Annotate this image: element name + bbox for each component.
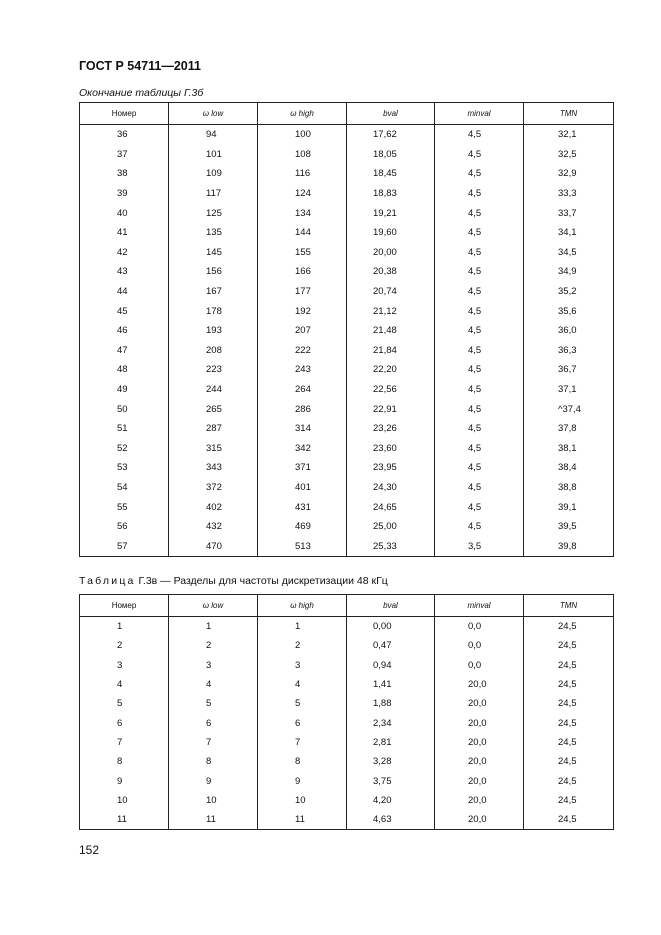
table-cell: 33,7 xyxy=(524,203,614,223)
table-cell: 39 xyxy=(80,184,169,204)
table-cell: 34,5 xyxy=(524,243,614,263)
table-cell: 34,1 xyxy=(524,223,614,243)
table-header-row xyxy=(80,103,614,125)
table-cell: 4 xyxy=(258,675,347,694)
table-cell: 35,2 xyxy=(524,282,614,302)
table-cell: 4,5 xyxy=(435,341,524,361)
table-cell: 22,20 xyxy=(347,360,435,380)
table-row xyxy=(80,617,614,637)
table-cell: 3 xyxy=(258,656,347,675)
table-cell: 314 xyxy=(258,419,347,439)
table-cell: 7 xyxy=(169,733,258,752)
table-cell: 52 xyxy=(80,439,169,459)
table-cell: 402 xyxy=(169,497,258,517)
table-cell: 11 xyxy=(169,810,258,830)
table-cell: 6 xyxy=(80,713,169,732)
table-cell: 4,5 xyxy=(435,203,524,223)
table-cell: 1 xyxy=(80,617,169,637)
table-cell: 4,5 xyxy=(435,184,524,204)
table-cell: 20,0 xyxy=(435,791,524,810)
table-cell: 5 xyxy=(80,694,169,713)
table-cell: 22,91 xyxy=(347,399,435,419)
page-number: 152 xyxy=(79,843,100,857)
table-cell: 244 xyxy=(169,380,258,400)
table-cell: 11 xyxy=(80,810,169,830)
table-cell: 4,5 xyxy=(435,301,524,321)
table-cell: 513 xyxy=(258,536,347,556)
table-row xyxy=(80,497,614,517)
table-cell: 3 xyxy=(80,656,169,675)
table-cell: 10 xyxy=(169,791,258,810)
table-cell: 3,28 xyxy=(347,752,435,771)
table-row xyxy=(80,262,614,282)
table-row xyxy=(80,223,614,243)
table-cell: 21,12 xyxy=(347,301,435,321)
column-header-omega-low: ω low xyxy=(169,103,258,125)
column-header-tmn: TMN xyxy=(524,103,614,125)
table-cell: 32,9 xyxy=(524,164,614,184)
table-caption xyxy=(79,575,388,587)
table-row xyxy=(80,694,614,713)
table-cell: 24,5 xyxy=(524,771,614,790)
table-cell: 32,1 xyxy=(524,125,614,145)
table-cell: 2,34 xyxy=(347,713,435,732)
table-row xyxy=(80,419,614,439)
table-cell: 2 xyxy=(258,636,347,655)
table-cell: 6 xyxy=(258,713,347,732)
table-cell: 4,5 xyxy=(435,360,524,380)
table-continuation-caption: Окончание таблицы Г.3б xyxy=(79,87,204,99)
table-row xyxy=(80,536,614,556)
table-cell: 469 xyxy=(258,517,347,537)
table-cell: 20,0 xyxy=(435,810,524,830)
table-cell: 20,0 xyxy=(435,733,524,752)
table-cell: 21,48 xyxy=(347,321,435,341)
table-cell: 4,63 xyxy=(347,810,435,830)
table-cell: 24,65 xyxy=(347,497,435,517)
table-cell: 192 xyxy=(258,301,347,321)
table-cell: 5 xyxy=(258,694,347,713)
table-cell: 4 xyxy=(169,675,258,694)
table-cell: 36,0 xyxy=(524,321,614,341)
table-cell: 24,5 xyxy=(524,675,614,694)
table-cell: 57 xyxy=(80,536,169,556)
table-cell: 6 xyxy=(169,713,258,732)
table-cell: 25,00 xyxy=(347,517,435,537)
table-row xyxy=(80,380,614,400)
column-header-minval: minval xyxy=(435,103,524,125)
table-cell: 117 xyxy=(169,184,258,204)
column-header-omega-high: ω high xyxy=(258,595,347,617)
table-cell: 144 xyxy=(258,223,347,243)
table-row xyxy=(80,810,614,830)
table-cell: 135 xyxy=(169,223,258,243)
table-cell: 4,5 xyxy=(435,478,524,498)
table-cell: 431 xyxy=(258,497,347,517)
table-cell: 315 xyxy=(169,439,258,459)
table-cell: 0,0 xyxy=(435,617,524,637)
table-header-row xyxy=(80,595,614,617)
table-cell: 167 xyxy=(169,282,258,302)
table-cell: 4,5 xyxy=(435,282,524,302)
table-cell: 0,94 xyxy=(347,656,435,675)
table-cell: 8 xyxy=(258,752,347,771)
table-row xyxy=(80,125,614,145)
table-cell: 3,75 xyxy=(347,771,435,790)
table-cell: 33,3 xyxy=(524,184,614,204)
table-row xyxy=(80,713,614,732)
table-cell: 35,6 xyxy=(524,301,614,321)
table-cell: 21,84 xyxy=(347,341,435,361)
table-cell: 24,5 xyxy=(524,694,614,713)
table-row xyxy=(80,243,614,263)
table-cell: 4,5 xyxy=(435,497,524,517)
table-cell: 24,5 xyxy=(524,733,614,752)
table-cell: 4,5 xyxy=(435,517,524,537)
table-row xyxy=(80,399,614,419)
table-cell: 9 xyxy=(258,771,347,790)
table-cell: 265 xyxy=(169,399,258,419)
table-cell: 2 xyxy=(80,636,169,655)
table-cell: 10 xyxy=(80,791,169,810)
table-cell: 24,5 xyxy=(524,810,614,830)
table-cell: 24,5 xyxy=(524,752,614,771)
table-cell: 4,5 xyxy=(435,439,524,459)
table-cell: 156 xyxy=(169,262,258,282)
table-cell: 20,74 xyxy=(347,282,435,302)
table-cell: 4,5 xyxy=(435,125,524,145)
table-cell: 48 xyxy=(80,360,169,380)
table-cell: 24,30 xyxy=(347,478,435,498)
table-cell: 42 xyxy=(80,243,169,263)
table-cell: 4,5 xyxy=(435,262,524,282)
table-cell: 287 xyxy=(169,419,258,439)
table-cell: 4,5 xyxy=(435,399,524,419)
table-cell: 39,5 xyxy=(524,517,614,537)
table-cell: 36,7 xyxy=(524,360,614,380)
table-row xyxy=(80,321,614,341)
table-cell: 38,1 xyxy=(524,439,614,459)
table-row xyxy=(80,203,614,223)
table-cell: 207 xyxy=(258,321,347,341)
table-cell: 40 xyxy=(80,203,169,223)
table-cell: 1,41 xyxy=(347,675,435,694)
table-cell: 44 xyxy=(80,282,169,302)
table-row xyxy=(80,675,614,694)
table-cell: 38,8 xyxy=(524,478,614,498)
table-cell: 372 xyxy=(169,478,258,498)
table-cell: 166 xyxy=(258,262,347,282)
column-header-bval: bval xyxy=(347,595,435,617)
table-cell: 50 xyxy=(80,399,169,419)
table-row xyxy=(80,341,614,361)
table-cell: 155 xyxy=(258,243,347,263)
table-cell: 10 xyxy=(258,791,347,810)
table-cell: 3,5 xyxy=(435,536,524,556)
table-row xyxy=(80,791,614,810)
table-cell: 53 xyxy=(80,458,169,478)
table-cell: 243 xyxy=(258,360,347,380)
table-cell: 470 xyxy=(169,536,258,556)
table-cell: 38 xyxy=(80,164,169,184)
table-body xyxy=(80,125,614,557)
table-row xyxy=(80,145,614,165)
table-cell: 2 xyxy=(169,636,258,655)
table-cell: 109 xyxy=(169,164,258,184)
table-cell: 177 xyxy=(258,282,347,302)
table-cell: 20,0 xyxy=(435,752,524,771)
table-cell: 17,62 xyxy=(347,125,435,145)
table-cell: 116 xyxy=(258,164,347,184)
table-cell: 8 xyxy=(169,752,258,771)
table-row xyxy=(80,458,614,478)
table-row xyxy=(80,439,614,459)
table-cell: 18,05 xyxy=(347,145,435,165)
table-cell: 39,8 xyxy=(524,536,614,556)
table-cell: 37,8 xyxy=(524,419,614,439)
table-row xyxy=(80,164,614,184)
table-row xyxy=(80,517,614,537)
table-cell: 20,0 xyxy=(435,771,524,790)
table-cell: 0,0 xyxy=(435,656,524,675)
table-cell: 49 xyxy=(80,380,169,400)
table-cell: 286 xyxy=(258,399,347,419)
table-cell: 43 xyxy=(80,262,169,282)
column-header-minval: minval xyxy=(435,595,524,617)
table-cell: 20,0 xyxy=(435,713,524,732)
table-cell: 23,60 xyxy=(347,439,435,459)
table-cell: 54 xyxy=(80,478,169,498)
table-cell: 18,83 xyxy=(347,184,435,204)
document-header: ГОСТ Р 54711—2011 xyxy=(79,59,201,73)
table-cell: 342 xyxy=(258,439,347,459)
column-header-number: Номер xyxy=(80,103,169,125)
table-cell: 193 xyxy=(169,321,258,341)
table-cell: 46 xyxy=(80,321,169,341)
table-cell: 371 xyxy=(258,458,347,478)
table-cell: 23,95 xyxy=(347,458,435,478)
table-cell: 94 xyxy=(169,125,258,145)
table-cell: 208 xyxy=(169,341,258,361)
table-cell: 36 xyxy=(80,125,169,145)
table-cell: 38,4 xyxy=(524,458,614,478)
table-cell: 41 xyxy=(80,223,169,243)
table-cell: 7 xyxy=(258,733,347,752)
table-body xyxy=(80,617,614,830)
table-row xyxy=(80,636,614,655)
table-cell: 101 xyxy=(169,145,258,165)
table-row xyxy=(80,282,614,302)
table-cell: 37 xyxy=(80,145,169,165)
table-cell: 9 xyxy=(80,771,169,790)
table-cell: 4 xyxy=(80,675,169,694)
table-cell: 4,5 xyxy=(435,223,524,243)
table-cell: 19,21 xyxy=(347,203,435,223)
table-cell: 18,45 xyxy=(347,164,435,184)
table-cell: 22,56 xyxy=(347,380,435,400)
table-cell: 19,60 xyxy=(347,223,435,243)
column-header-tmn: TMN xyxy=(524,595,614,617)
table-cell: 1 xyxy=(258,617,347,637)
table-cell: 4,5 xyxy=(435,458,524,478)
partition-table-continued xyxy=(79,102,614,557)
table-cell: 1 xyxy=(169,617,258,637)
table-cell: 20,38 xyxy=(347,262,435,282)
table-cell: 24,5 xyxy=(524,713,614,732)
table-caption-title: Г.3в — Разделы для частоты дискретизации 48 кГц xyxy=(135,575,388,587)
table-cell: 20,00 xyxy=(347,243,435,263)
table-row xyxy=(80,301,614,321)
table-cell: 7 xyxy=(80,733,169,752)
table-cell: 56 xyxy=(80,517,169,537)
table-cell: 264 xyxy=(258,380,347,400)
table-cell: 4,5 xyxy=(435,380,524,400)
table-row xyxy=(80,360,614,380)
table-cell: 178 xyxy=(169,301,258,321)
table-cell: 134 xyxy=(258,203,347,223)
table-cell: 4,5 xyxy=(435,321,524,341)
table-cell: 4,5 xyxy=(435,164,524,184)
table-cell: 432 xyxy=(169,517,258,537)
table-cell: 4,5 xyxy=(435,145,524,165)
table-cell: 37,1 xyxy=(524,380,614,400)
table-cell: 0,00 xyxy=(347,617,435,637)
table-cell: 0,47 xyxy=(347,636,435,655)
table-cell: 24,5 xyxy=(524,791,614,810)
partition-table-48khz xyxy=(79,594,614,830)
column-header-bval: bval xyxy=(347,103,435,125)
table-cell: ^37,4 xyxy=(524,399,614,419)
table-cell: 8 xyxy=(80,752,169,771)
table-cell: 23,26 xyxy=(347,419,435,439)
table-cell: 47 xyxy=(80,341,169,361)
table-row xyxy=(80,478,614,498)
table-cell: 5 xyxy=(169,694,258,713)
table-cell: 145 xyxy=(169,243,258,263)
table-cell: 4,5 xyxy=(435,419,524,439)
table-cell: 20,0 xyxy=(435,675,524,694)
table-cell: 4,5 xyxy=(435,243,524,263)
table-cell: 36,3 xyxy=(524,341,614,361)
table-cell: 223 xyxy=(169,360,258,380)
table-cell: 343 xyxy=(169,458,258,478)
table-cell: 9 xyxy=(169,771,258,790)
table-cell: 45 xyxy=(80,301,169,321)
table-row xyxy=(80,184,614,204)
table-cell: 32,5 xyxy=(524,145,614,165)
table-cell: 0,0 xyxy=(435,636,524,655)
table-cell: 51 xyxy=(80,419,169,439)
table-cell: 55 xyxy=(80,497,169,517)
table-cell: 108 xyxy=(258,145,347,165)
table-cell: 3 xyxy=(169,656,258,675)
table-cell: 24,5 xyxy=(524,656,614,675)
table-cell: 20,0 xyxy=(435,694,524,713)
table-cell: 24,5 xyxy=(524,617,614,637)
table-cell: 34,9 xyxy=(524,262,614,282)
column-header-omega-high: ω high xyxy=(258,103,347,125)
table-caption-prefix: Таблица xyxy=(79,575,136,587)
table-row xyxy=(80,771,614,790)
table-row xyxy=(80,656,614,675)
table-cell: 222 xyxy=(258,341,347,361)
table-cell: 401 xyxy=(258,478,347,498)
table-cell: 11 xyxy=(258,810,347,830)
table-row xyxy=(80,752,614,771)
table-cell: 125 xyxy=(169,203,258,223)
table-row xyxy=(80,733,614,752)
table-cell: 4,20 xyxy=(347,791,435,810)
table-cell: 1,88 xyxy=(347,694,435,713)
table-cell: 25,33 xyxy=(347,536,435,556)
table-cell: 2,81 xyxy=(347,733,435,752)
table-cell: 24,5 xyxy=(524,636,614,655)
table-cell: 39,1 xyxy=(524,497,614,517)
column-header-omega-low: ω low xyxy=(169,595,258,617)
column-header-number: Номер xyxy=(80,595,169,617)
table-cell: 100 xyxy=(258,125,347,145)
table-cell: 124 xyxy=(258,184,347,204)
